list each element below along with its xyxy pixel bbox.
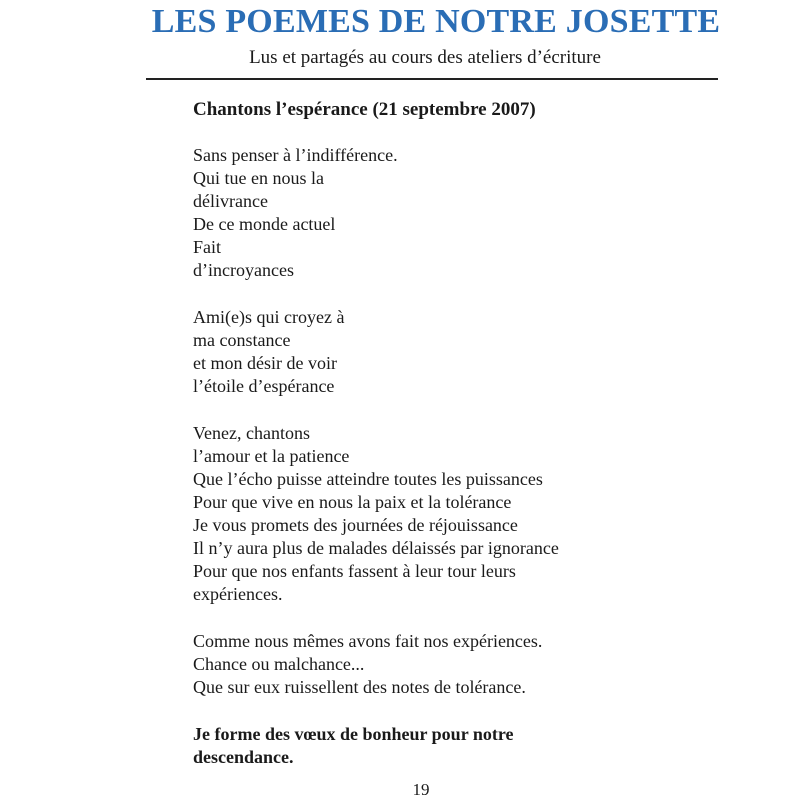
page-header-title: LES POEMES DE NOTRE JOSETTE: [151, 3, 721, 40]
closing-line: descendance.: [193, 747, 294, 767]
poem-line: Fait: [193, 237, 222, 257]
poem-line: Que sur eux ruissellent des notes de tolérance.: [193, 677, 526, 697]
poem-line: expériences.: [193, 584, 283, 604]
poem-line: Pour que nos enfants fassent à leur tour leurs: [193, 561, 516, 581]
poem-line: l’étoile d’espérance: [193, 376, 335, 396]
stanza-1: [193, 144, 753, 282]
poem-line: Chance ou malchance...: [193, 654, 365, 674]
poem-line: Venez, chantons: [193, 423, 310, 443]
poem-line: Que l’écho puisse atteindre toutes les puissances: [193, 469, 543, 489]
poem-line: Il n’y aura plus de malades délaissés par ignorance: [193, 538, 559, 558]
poem-line: Qui tue en nous la: [193, 168, 324, 188]
poem-title: Chantons l’espérance (21 septembre 2007): [193, 99, 536, 120]
closing-line: Je forme des vœux de bonheur pour notre: [193, 724, 514, 744]
poem-line: et mon désir de voir: [193, 353, 337, 373]
stanza-4: [193, 630, 753, 699]
poem-closing: [193, 723, 753, 769]
stanza-3: [193, 422, 753, 606]
poem-line: l’amour et la patience: [193, 446, 350, 466]
poem-line: Sans penser à l’indifférence.: [193, 145, 398, 165]
header-divider: [146, 78, 718, 80]
stanza-2: [193, 306, 753, 398]
poem-line: délivrance: [193, 191, 268, 211]
poem-line: ma constance: [193, 330, 291, 350]
poem-line: Comme nous mêmes avons fait nos expériences.: [193, 631, 543, 651]
page-number: 19: [412, 780, 430, 799]
page-header-subtitle: Lus et partagés au cours des ateliers d’écriture: [249, 47, 601, 68]
poem-body: [193, 98, 753, 769]
poem-line: d’incroyances: [193, 260, 294, 280]
poem-line: De ce monde actuel: [193, 214, 336, 234]
poem-line: Ami(e)s qui croyez à: [193, 307, 345, 327]
poem-line: Je vous promets des journées de réjouissance: [193, 515, 518, 535]
poem-line: Pour que vive en nous la paix et la tolérance: [193, 492, 512, 512]
